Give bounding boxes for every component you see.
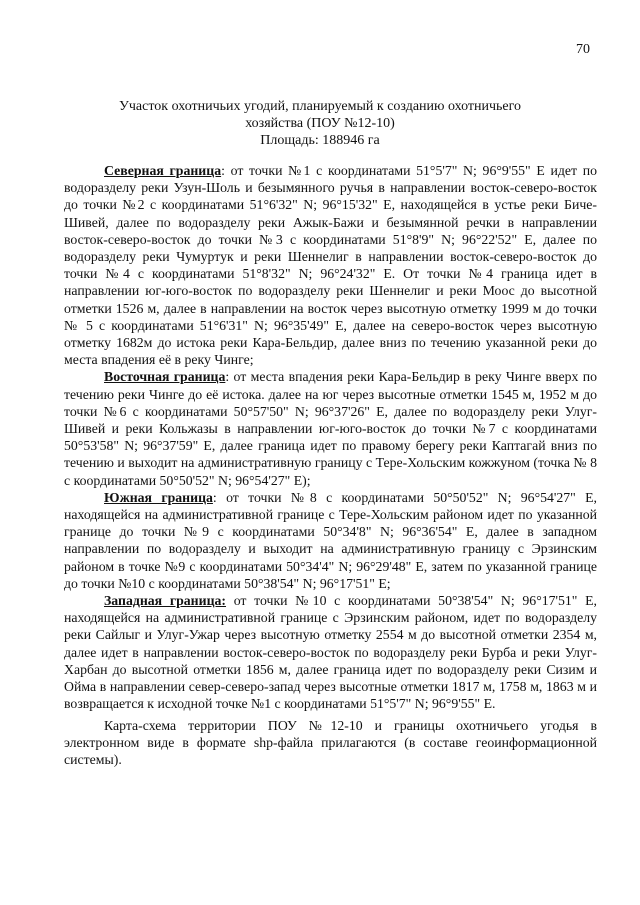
west-boundary-paragraph: [64, 592, 597, 712]
closing-paragraph: Карта-схема территории ПОУ №12-10 и границы охотничьего угодья в электронном виде в формате shp-файла прилагаются (в составе геоинформационной системы).: [64, 717, 597, 767]
page-number: 70: [576, 42, 590, 57]
west-boundary-text: от точки №10 с координатами 50°38'54" N; 96°17'51" E, находящейся на административной границе с Эрзинским районом, идет по водоразделу реки Сайлыг и Улуг-Ужар через высотную отметку 2554 м до высотной отметки 2354 м, далее идет в направлении восток-северо-восток по водоразделу реки Бурба и реки Улуг-Харбан до высотной отметки 1856 м, далее граница идет по водоразделу реки Сизим и Ойма в направлении север-северо-запад через высотные отметки 1817 м, 1758 м, 1863 м и возвращается к исходной точке №1 с координатами 51°5'7" N; 96°9'55" E.: [64, 593, 597, 712]
west-boundary-heading: Западная граница:: [104, 593, 227, 609]
east-boundary-text: : от места впадения реки Кара-Бельдир в реку Чинге вверх по течению реки Чинге до её истока. далее на юг через высотные отметки 1545 м, 1952 м до точки №6 с координатами 50°57'50" N; 96°37'26" E, далее по водоразделу реки Улуг-Шивей и реки Кольжазы в направлении юг-юго-восток до точки №7 с координатами 50°53'58" N; 96°37'59" E, далее граница идет по правому берегу реки Каптагай вниз по течению и выходит на административную границу с Тере-Хольским кожжуном (точка № 8 с координатами 50°50'52" N; 96°54'27" E);: [64, 369, 597, 488]
east-boundary-heading: Восточная граница: [104, 369, 226, 385]
area-line: Площадь: 188946 га: [260, 133, 380, 148]
title-line-2: хозяйства (ПОУ №12-10): [245, 116, 395, 131]
document-title: [64, 98, 576, 149]
south-boundary-paragraph: [64, 489, 597, 592]
south-boundary-heading: Южная граница: [104, 489, 213, 505]
title-line-1: Участок охотничьих угодий, планируемый к созданию охотничьего: [118, 99, 522, 114]
north-boundary-heading: Северная граница: [104, 163, 222, 178]
north-boundary-text: : от точки №1 с координатами 51°5'7" N; 96°9'55" E идет по водоразделу реки Узун-Шоль и безымянного ручья в направлении восток-северо-восток до точки №2 с координатами 51°6'32" N; 96°15'32" E, находящейся в устье реки Биче-Шивей, далее по водоразделу реки Ажык-Бажи и безымянной речки в направлении восток-северо-восток до точки №3 с координатами 51°8'9" N; 96°22'52" E, далее по водоразделу реки Чумуртук и реки Шеннелиг в направлении восток-северо-восток до точки №4 с координатами 51°8'32" N; 96°24'32" E. От точки №4 граница идет в направлении юг-юго-восток по водоразделу реки Шеннелиг и реки Моос до высотной отметки 1526 м, далее в направлении на восток через высотную отметку 1999 м до точки № 5 с координатами 51°6'31" N; 96°35'49" E, далее на северо-восток через высотную отметку 1682м до истока реки Кара-Бельдир, далее вниз по течению указанной реки до места впадения её в реку Чинге;: [64, 163, 597, 368]
north-boundary-paragraph: [64, 162, 597, 368]
east-boundary-paragraph: [64, 368, 597, 488]
south-boundary-text: : от точки №8 с координатами 50°50'52" N; 96°54'27" E, находящейся на административной границе с Тере-Хольским районом идет по указанной границе до точки №9 с координатами 50°34'8" N; 96°36'54" E, далее в западном направлении по водоразделу и выходит на административную границу с Эрзинским районом в точке №9 с координатами 50°34'4" N; 96°29'48" E, затем по указанной границе до точки №10 с координатами 50°38'54" N; 96°17'51" E;: [64, 489, 597, 591]
document-body: [64, 162, 597, 768]
